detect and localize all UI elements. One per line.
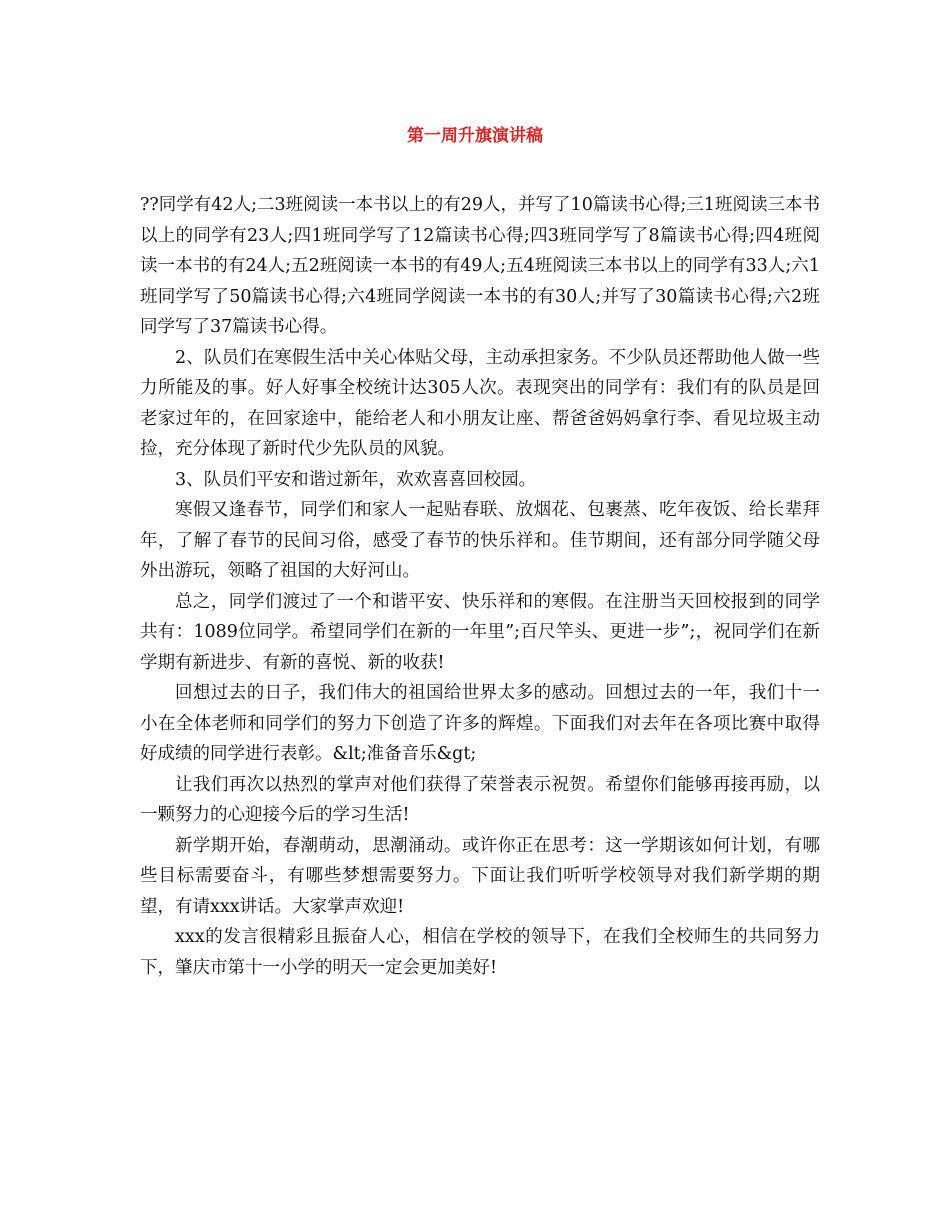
page-title: 第一周升旗演讲稿 (407, 126, 543, 146)
paragraph-8: 新学期开始，春潮萌动，思潮涌动。或许你正在思考：这一学期该如何计划，有哪些目标需要奋斗，有哪些梦想需要努力。下面让我们听听学校领导对我们新学期的期望，有请xxx讲话。大家掌声欢迎! (140, 835, 820, 917)
paragraph-7: 让我们再次以热烈的掌声对他们获得了荣誉表示祝贺。希望你们能够再接再励，以一颗努力的心迎接今后的学习生活! (140, 774, 820, 825)
paragraph-3: 3、队员们平安和谐过新年，欢欢喜喜回校园。 (175, 469, 537, 490)
document-body (140, 190, 820, 983)
paragraph-4: 寒假又逢春节，同学们和家人一起贴春联、放烟花、包裹蒸、吃年夜饭、给长辈拜年，了解了春节的民间习俗，感受了春节的快乐祥和。佳节期间，还有部分同学随父母外出游玩，领略了祖国的大好河山。 (140, 500, 820, 581)
paragraph-2: 2、队员们在寒假生活中关心体贴父母，主动承担家务。不少队员还帮助他人做一些力所能及的事。好人好事全校统计达305人次。表现突出的同学有：我们有的队员是回老家过年的，在回家途中，能给老人和小朋友让座、帮爸爸妈妈拿行李、看见垃圾主动捡，充分体现了新时代少先队员的风貌。 (140, 347, 820, 459)
paragraph-5: 总之，同学们渡过了一个和谐平安、快乐祥和的寒假。在注册当天回校报到的同学共有：1089位同学。希望同学们在新的一年里”;百尺竿头、更进一步”;，祝同学们在新学期有新进步、有新的喜悦、新的收获! (140, 591, 820, 673)
paragraph-6: 回想过去的日子，我们伟大的祖国给世界太多的感动。回想过去的一年，我们十一小在全体老师和同学们的努力下创造了许多的辉煌。下面我们对去年在各项比赛中取得好成绩的同学进行表彰。&lt;准备音乐&gt; (140, 683, 820, 764)
paragraph-9: xxx的发言很精彩且振奋人心，相信在学校的领导下，在我们全校师生的共同努力下，肇庆市第十一小学的明天一定会更加美好! (140, 927, 820, 978)
paragraph-1: ??同学有42人;二3班阅读一本书以上的有29人，并写了10篇读书心得;三1班阅读三本书以上的同学有23人;四1班同学写了12篇读书心得;四3班同学写了8篇读书心得;四4班阅读一本书的有24人;五2班阅读一本书的有49人;五4班阅读三本书以上的同学有33人;六1班同学写了50篇读书心得;六4班同学阅读一本书的有30人;并写了30篇读书心得;六2班同学写了37篇读书心得。 (140, 195, 820, 337)
